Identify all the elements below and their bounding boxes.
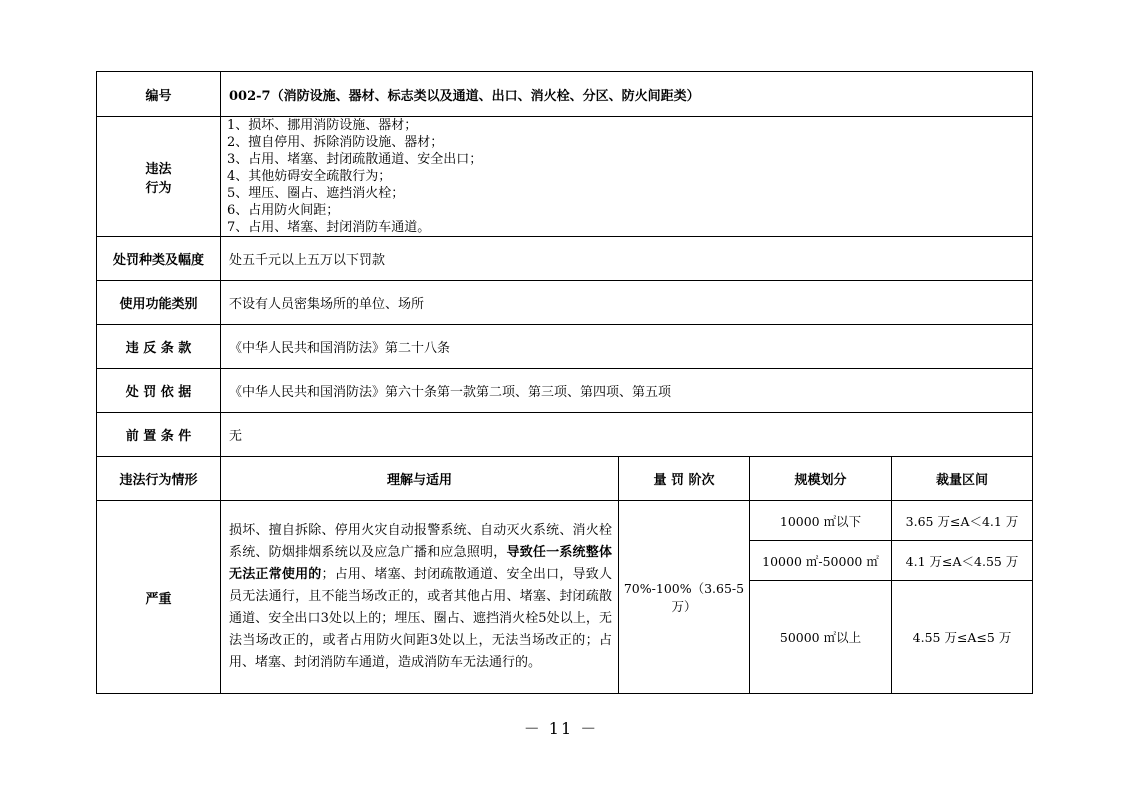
violation-act-item: 4、其他妨碍安全疏散行为； <box>227 169 392 184</box>
penalty-standard-table <box>96 71 1033 694</box>
precondition-label: 前 置 条 件 <box>97 413 221 457</box>
severe-desc-bold: 导致任一系统整体无法正常使用的 <box>229 545 612 582</box>
violated-article-label: 违 反 条 款 <box>97 325 221 369</box>
header-level: 量 罚 阶次 <box>619 457 750 501</box>
violation-act-item: 1、损坏、挪用消防设施、器材； <box>227 118 418 133</box>
violated-article-row <box>97 325 1033 369</box>
precondition-row <box>97 413 1033 457</box>
violation-acts-row <box>97 117 1033 237</box>
violation-acts-list <box>221 117 1033 237</box>
code-value: 002-7（消防设施、器材、标志类以及通道、出口、消火栓、分区、防火间距类） <box>221 72 1033 117</box>
severe-description <box>221 501 619 694</box>
tier-scale: 50000 ㎡以上 <box>750 581 892 694</box>
tier-range: 3.65 万≤A＜4.1 万 <box>892 501 1033 541</box>
severe-desc-part1: 损坏、擅自拆除、停用火灾自动报警系统、自动灭火系统、消火栓系统、防烟排烟系统以及应急广播和应急照明， <box>229 523 612 560</box>
violation-act-item: 5、埋压、圈占、遮挡消火栓； <box>227 186 405 201</box>
tier-range: 4.1 万≤A＜4.55 万 <box>892 541 1033 581</box>
precondition-value: 无 <box>221 413 1033 457</box>
function-category-row <box>97 281 1033 325</box>
code-row <box>97 72 1033 117</box>
function-category-value: 不设有人员密集场所的单位、场所 <box>221 281 1033 325</box>
tier-scale: 10000 ㎡以下 <box>750 501 892 541</box>
severe-row <box>97 501 1033 541</box>
function-category-label: 使用功能类别 <box>97 281 221 325</box>
severe-label: 严重 <box>97 501 221 694</box>
penalty-type-label: 处罚种类及幅度 <box>97 237 221 281</box>
penalty-type-row <box>97 237 1033 281</box>
violation-act-item: 3、占用、堵塞、封闭疏散通道、安全出口； <box>227 152 483 167</box>
violation-act-item: 2、擅自停用、拆除消防设施、器材； <box>227 135 444 150</box>
code-label: 编号 <box>97 72 221 117</box>
violation-act-item: 6、占用防火间距； <box>227 203 340 218</box>
page-number: － 11 － <box>523 719 599 738</box>
grid-header-row <box>97 457 1033 501</box>
violation-act-item: 7、占用、堵塞、封闭消防车通道。 <box>227 220 431 235</box>
severe-level: 70%-100%（3.65-5万） <box>619 501 750 694</box>
tier-scale: 10000 ㎡-50000 ㎡ <box>750 541 892 581</box>
tier-range: 4.55 万≤A≤5 万 <box>892 581 1033 694</box>
violation-acts-label <box>97 117 221 237</box>
penalty-basis-value: 《中华人民共和国消防法》第六十条第一款第二项、第三项、第四项、第五项 <box>221 369 1033 413</box>
severe-desc-part2: ；占用、堵塞、封闭疏散通道、安全出口，导致人员无法通行，且不能当场改正的，或者其他占用、堵塞、封闭疏散通道、安全出口3处以上的；埋压、圈占、遮挡消火栓5处以上，无法当场改正的，或者占用防火间距3处以上，无法当场改正的；占用、堵塞、封闭消防车通道，造成消防车无法通行的。 <box>229 567 612 670</box>
violation-acts-label-line2: 行为 <box>145 180 172 196</box>
violation-acts-label-line1: 违法 <box>145 161 172 177</box>
penalty-basis-label: 处 罚 依 据 <box>97 369 221 413</box>
penalty-basis-row <box>97 369 1033 413</box>
header-situation: 违法行为情形 <box>97 457 221 501</box>
header-scale: 规模划分 <box>750 457 892 501</box>
penalty-type-value: 处五千元以上五万以下罚款 <box>221 237 1033 281</box>
header-application: 理解与适用 <box>221 457 619 501</box>
violated-article-value: 《中华人民共和国消防法》第二十八条 <box>221 325 1033 369</box>
header-range: 裁量区间 <box>892 457 1033 501</box>
